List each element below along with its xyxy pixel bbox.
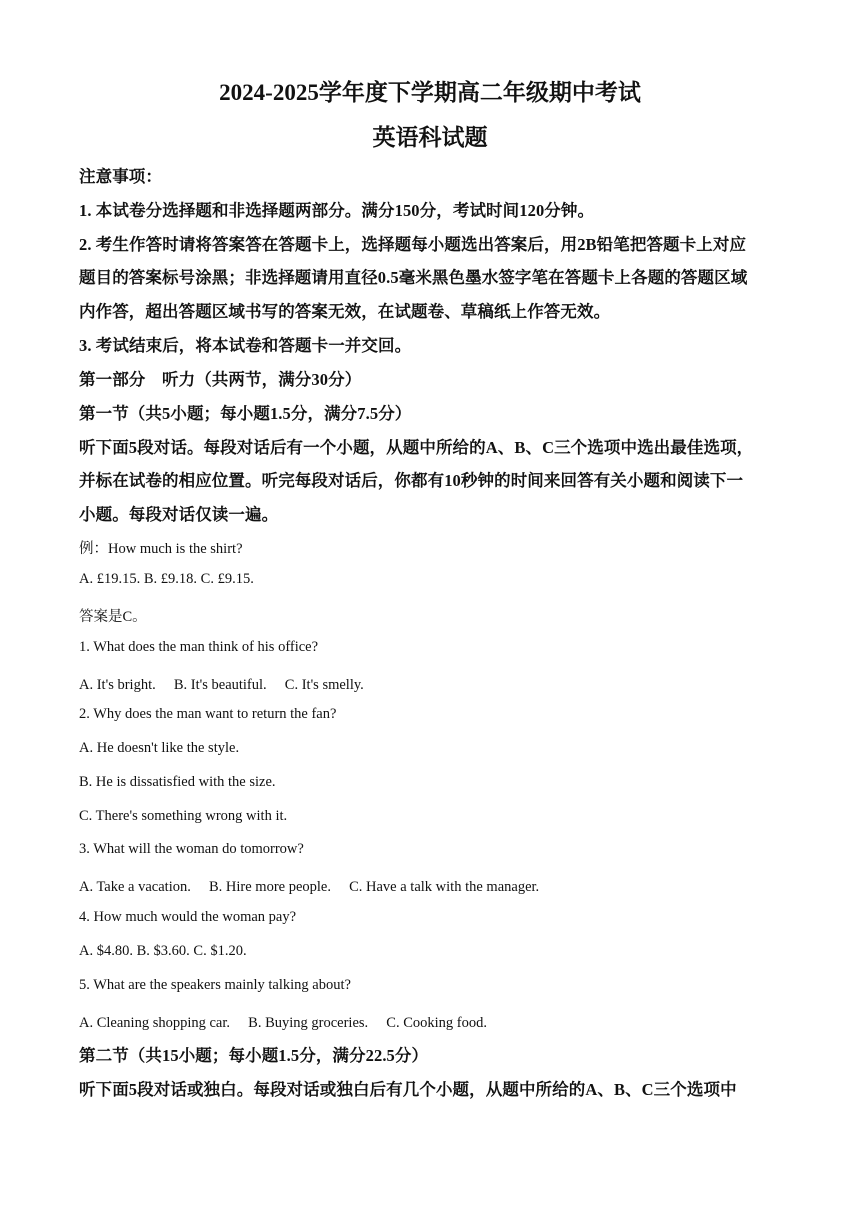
part1-heading: 第一部分 听力（共两节，满分30分） (79, 370, 362, 389)
question-5: 5. What are the speakers mainly talking about? (79, 977, 351, 993)
section2-heading: 第二节（共15小题；每小题1.5分，满分22.5分） (79, 1046, 429, 1065)
section1-instruction-line-1: 听下面5段对话。每段对话后有一个小题，从题中所给的A、B、C三个选项中选出最佳选项， (79, 438, 754, 457)
question-3: 3. What will the woman do tomorrow? (79, 841, 304, 857)
question-2-option-a: A. He doesn't like the style. (79, 740, 240, 756)
question-2: 2. Why does the man want to return the fan? (79, 706, 337, 722)
question-1-options: A. It's bright. B. It's beautiful. C. It's smelly. (79, 677, 364, 693)
question-4: 4. How much would the woman pay? (79, 909, 297, 925)
example-answer: 答案是C。 (79, 609, 147, 625)
question-3-options: A. Take a vacation. B. Hire more people. C. Have a talk with the manager. (79, 879, 540, 895)
section1-heading: 第一节（共5小题；每小题1.5分，满分7.5分） (79, 404, 412, 423)
example-options: A. £19.15. B. £9.18. C. £9.15. (79, 571, 254, 587)
exam-subtitle: 英语科试题 (372, 125, 488, 150)
question-2-option-c: C. There's something wrong with it. (79, 808, 288, 824)
note-2-line-2: 题目的答案标号涂黑；非选择题请用直径0.5毫米黑色墨水签字笔在答题卡上各题的答题区域 (79, 268, 748, 287)
section2-instruction-line-1: 听下面5段对话或独白。每段对话或独白后有几个小题，从题中所给的A、B、C三个选项中 (79, 1080, 737, 1099)
section1-instruction-line-2: 并标在试卷的相应位置。听完每段对话后，你都有10秒钟的时间来回答有关小题和阅读下一 (79, 471, 744, 490)
question-2-option-b: B. He is dissatisfied with the size. (79, 774, 276, 790)
note-2-line-3: 内作答，超出答题区域书写的答案无效，在试题卷、草稿纸上作答无效。 (79, 302, 611, 321)
question-1: 1. What does the man think of his office? (79, 639, 319, 655)
question-4-options: A. $4.80. B. $3.60. C. $1.20. (79, 943, 247, 959)
notes-heading: 注意事项： (79, 167, 162, 186)
question-5-options: A. Cleaning shopping car. B. Buying groceries. C. Cooking food. (79, 1015, 487, 1031)
example-question: 例：How much is the shirt? (79, 541, 243, 557)
note-2-line-1: 2. 考生作答时请将答案答在答题卡上，选择题每小题选出答案后，用2B铅笔把答题卡上对应 (79, 235, 747, 254)
note-1: 1. 本试卷分选择题和非选择题两部分。满分150分，考试时间120分钟。 (79, 201, 595, 220)
section1-instruction-line-3: 小题。每段对话仅读一遍。 (79, 505, 279, 524)
note-3: 3. 考试结束后，将本试卷和答题卡一并交回。 (79, 336, 412, 355)
exam-title: 2024-2025学年度下学期高二年级期中考试 (219, 80, 641, 105)
